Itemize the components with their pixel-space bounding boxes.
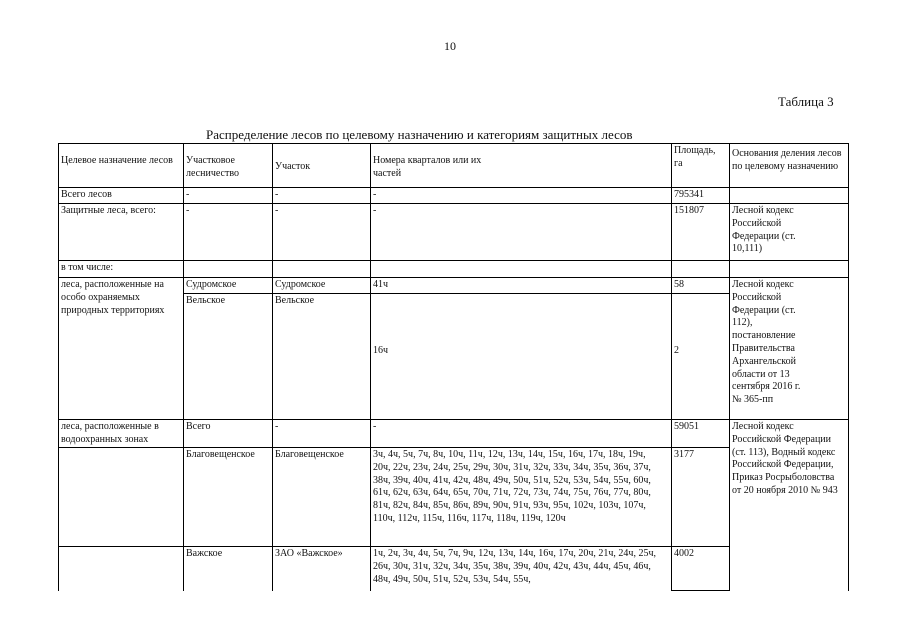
water-total-forestry-cell: Всего <box>184 420 273 448</box>
total-forestry-cell: - <box>184 188 273 204</box>
velsk-area-cell: 2 <box>672 294 730 420</box>
header-area: Площадь, га <box>672 144 730 188</box>
table-row-water-total <box>59 420 849 448</box>
header-site: Участок <box>273 144 371 188</box>
protected-areas-purpose-cell: леса, расположенные на особо охраняемых природных территориях <box>59 278 184 420</box>
table-row-protective <box>59 204 849 261</box>
sudroma-area-cell: 58 <box>672 278 730 294</box>
water-zones-basis-cell: Лесной кодекс Российской Федерации (ст. 113), Водный кодекс Российской Федерации, Приказ Росрыболовства от 20 ноября 2010 № 943 <box>730 420 849 591</box>
table-label: Таблица 3 <box>778 94 834 109</box>
including-area-cell <box>672 261 730 278</box>
velsk-site-cell: Вельское <box>273 294 371 420</box>
total-site-cell: - <box>273 188 371 204</box>
vazhskoe-quarters-cell: 1ч, 2ч, 3ч, 4ч, 5ч, 7ч, 9ч, 12ч, 13ч, 14ч, 16ч, 17ч, 20ч, 21ч, 24ч, 25ч, 26ч, 30ч, 31ч, 32ч, 34ч, 35ч, 38ч, 39ч, 40ч, 42ч, 43ч, 44ч, 45ч, 46ч, 48ч, 49ч, 50ч, 51ч, 52ч, 53ч, 54ч, 55ч, <box>371 547 672 591</box>
protective-quarters-cell: - <box>371 204 672 261</box>
including-forestry-cell <box>184 261 273 278</box>
page-number: 10 <box>444 39 456 53</box>
velsk-forestry-cell: Вельское <box>184 294 273 420</box>
table-row-sudroma <box>59 278 849 294</box>
header-row <box>59 144 849 188</box>
blagoveshchenskoe-quarters-cell: 3ч, 4ч, 5ч, 7ч, 8ч, 10ч, 11ч, 12ч, 13ч, 14ч, 15ч, 16ч, 17ч, 18ч, 19ч, 20ч, 22ч, 23ч, 24ч, 25ч, 29ч, 30ч, 31ч, 32ч, 33ч, 34ч, 35ч, 36ч, 37ч, 38ч, 39ч, 40ч, 41ч, 42ч, 48ч, 49ч, 50ч, 51ч, 52ч, 53ч, 54ч, 55ч, 60ч, 61ч, 62ч, 63ч, 64ч, 65ч, 70ч, 71ч, 72ч, 73ч, 74ч, 75ч, 76ч, 77ч, 80ч, 81ч, 82ч, 84ч, 85ч, 86ч, 89ч, 90ч, 91ч, 93ч, 95ч, 102ч, 103ч, 107ч, 110ч, 112ч, 115ч, 116ч, 117ч, 118ч, 119ч, 120ч <box>371 448 672 547</box>
header-quarters: Номера кварталов или их частей <box>371 144 672 188</box>
including-purpose-cell: в том числе: <box>59 261 184 278</box>
vazhskoe-area-cell: 4002 <box>672 547 730 591</box>
vazhskoe-forestry-cell: Важское <box>184 547 273 591</box>
sudroma-site-cell: Судромское <box>273 278 371 294</box>
water-total-area-cell: 59051 <box>672 420 730 448</box>
sudroma-quarters-cell: 41ч <box>371 278 672 294</box>
header-basis: Основания деления лесов по целевому назначению <box>730 144 849 188</box>
blagoveshchenskoe-forestry-cell: Благовещенское <box>184 448 273 547</box>
blagoveshchenskoe-site-cell: Благовещенское <box>273 448 371 547</box>
sudroma-forestry-cell: Судромское <box>184 278 273 294</box>
forest-distribution-table <box>58 143 849 591</box>
water-zones-purpose-filler-2 <box>59 547 184 591</box>
protective-forestry-cell: - <box>184 204 273 261</box>
water-total-quarters-cell: - <box>371 420 672 448</box>
protective-site-cell: - <box>273 204 371 261</box>
header-forestry: Участковое лесничество <box>184 144 273 188</box>
total-basis-cell <box>730 188 849 204</box>
water-total-site-cell: - <box>273 420 371 448</box>
including-quarters-cell <box>371 261 672 278</box>
total-purpose-cell: Всего лесов <box>59 188 184 204</box>
total-quarters-cell: - <box>371 188 672 204</box>
vazhskoe-site-cell: ЗАО «Важское» <box>273 547 371 591</box>
table-row-total <box>59 188 849 204</box>
blagoveshchenskoe-area-cell: 3177 <box>672 448 730 547</box>
protected-areas-basis-cell: Лесной кодекс Российской Федерации (ст. 112), постановление Правительства Архангельской области от 13 сентября 2016 г. № 365-пп <box>730 278 849 420</box>
water-zones-purpose-cell: леса, расположенные в водоохранных зонах <box>59 420 184 448</box>
protective-purpose-cell: Защитные леса, всего: <box>59 204 184 261</box>
table-row-including <box>59 261 849 278</box>
protective-area-cell: 151807 <box>672 204 730 261</box>
header-purpose: Целевое назначение лесов <box>59 144 184 188</box>
total-area-cell: 795341 <box>672 188 730 204</box>
including-site-cell <box>273 261 371 278</box>
including-basis-cell <box>730 261 849 278</box>
table-title: Распределение лесов по целевому назначению и категориям защитных лесов <box>206 127 633 142</box>
velsk-quarters-cell: 16ч <box>371 294 672 420</box>
water-zones-purpose-filler <box>59 448 184 547</box>
protective-basis-cell: Лесной кодекс Российской Федерации (ст. 10,111) <box>730 204 849 261</box>
